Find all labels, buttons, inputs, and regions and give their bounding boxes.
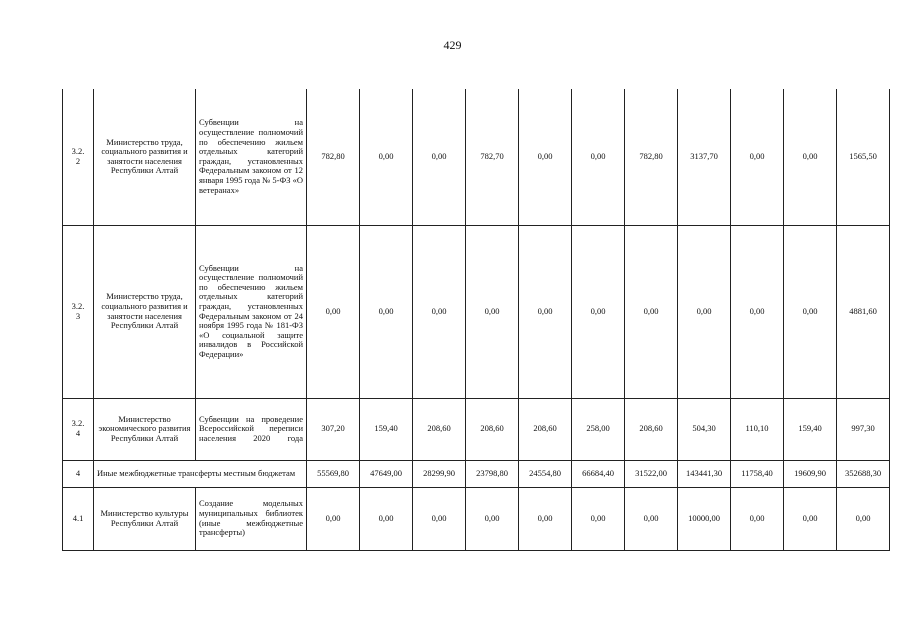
value-cell: 0,00 (731, 225, 784, 398)
value-cell: 143441,30 (678, 460, 731, 487)
organization-cell: Министерство экономического развития Республики Алтай (94, 398, 196, 460)
value-cell: 0,00 (307, 225, 360, 398)
value-cell: 0,00 (678, 225, 731, 398)
value-cell: 0,00 (625, 225, 678, 398)
row-number: 4 (63, 460, 94, 487)
value-cell: 208,60 (519, 398, 572, 460)
value-cell: 0,00 (572, 225, 625, 398)
value-cell: 23798,80 (466, 460, 519, 487)
value-cell: 47649,00 (360, 460, 413, 487)
value-cell: 208,60 (413, 398, 466, 460)
value-cell: 258,00 (572, 398, 625, 460)
organization-cell: Министерство труда, социального развития и занятости населения Республики Алтай (94, 225, 196, 398)
value-cell: 208,60 (466, 398, 519, 460)
description-cell: Субвенции на осуществление полномочий по обеспечению жильем отдельных категорий граждан, установленных Федеральным законом от 24 ноября 1995 года № 181-ФЗ «О социальной защите инвалидов в Российской Федерации» (196, 225, 307, 398)
value-cell: 28299,90 (413, 460, 466, 487)
value-cell: 31522,00 (625, 460, 678, 487)
table-row (63, 225, 890, 398)
value-cell: 0,00 (413, 225, 466, 398)
value-cell: 0,00 (784, 225, 837, 398)
value-cell: 0,00 (413, 487, 466, 550)
value-cell: 0,00 (466, 487, 519, 550)
value-cell: 0,00 (466, 225, 519, 398)
value-cell: 0,00 (519, 225, 572, 398)
value-cell: 0,00 (307, 487, 360, 550)
value-cell: 307,20 (307, 398, 360, 460)
value-cell: 11758,40 (731, 460, 784, 487)
value-cell: 352688,30 (837, 460, 890, 487)
value-cell: 159,40 (784, 398, 837, 460)
value-cell: 1565,50 (837, 89, 890, 225)
value-cell: 997,30 (837, 398, 890, 460)
value-cell: 159,40 (360, 398, 413, 460)
value-cell: 0,00 (837, 487, 890, 550)
value-cell: 0,00 (360, 487, 413, 550)
value-cell: 0,00 (360, 89, 413, 225)
row-number: 3.2. 2 (63, 89, 94, 225)
value-cell: 782,80 (625, 89, 678, 225)
description-cell: Создание модельных муниципальных библиотек (иные межбюджетные трансферты) (196, 487, 307, 550)
value-cell: 4881,60 (837, 225, 890, 398)
organization-cell: Министерство труда, социального развития и занятости населения Республики Алтай (94, 89, 196, 225)
value-cell: 782,70 (466, 89, 519, 225)
value-cell: 0,00 (572, 487, 625, 550)
row-number: 3.2. 3 (63, 225, 94, 398)
value-cell: 10000,00 (678, 487, 731, 550)
row-title-merged: Иные межбюджетные трансферты местным бюджетам (94, 460, 307, 487)
page-number: 429 (443, 38, 462, 52)
value-cell: 0,00 (731, 89, 784, 225)
value-cell: 3137,70 (678, 89, 731, 225)
value-cell: 504,30 (678, 398, 731, 460)
value-cell: 0,00 (360, 225, 413, 398)
value-cell: 0,00 (413, 89, 466, 225)
value-cell: 19609,90 (784, 460, 837, 487)
value-cell: 0,00 (519, 89, 572, 225)
description-cell: Субвенции на осуществление полномочий по обеспечению жильем отдельных категорий граждан, установленных Федеральным законом от 12 января 1995 года № 5-ФЗ «О ветеранах» (196, 89, 307, 225)
value-cell: 0,00 (784, 89, 837, 225)
value-cell: 24554,80 (519, 460, 572, 487)
value-cell: 0,00 (519, 487, 572, 550)
row-number: 4.1 (63, 487, 94, 550)
value-cell: 110,10 (731, 398, 784, 460)
value-cell: 66684,40 (572, 460, 625, 487)
value-cell: 782,80 (307, 89, 360, 225)
row-number: 3.2. 4 (63, 398, 94, 460)
description-cell: Субвенции на проведение Всероссийской переписи населения 2020 года (196, 398, 307, 460)
organization-cell: Министерство культуры Республики Алтай (94, 487, 196, 550)
table-body (63, 89, 890, 550)
table-row (63, 487, 890, 550)
value-cell: 0,00 (572, 89, 625, 225)
table-row (63, 398, 890, 460)
value-cell: 0,00 (784, 487, 837, 550)
value-cell: 208,60 (625, 398, 678, 460)
budget-table (62, 89, 890, 551)
value-cell: 0,00 (731, 487, 784, 550)
table-row (63, 89, 890, 225)
table-row (63, 460, 890, 487)
value-cell: 55569,80 (307, 460, 360, 487)
value-cell: 0,00 (625, 487, 678, 550)
